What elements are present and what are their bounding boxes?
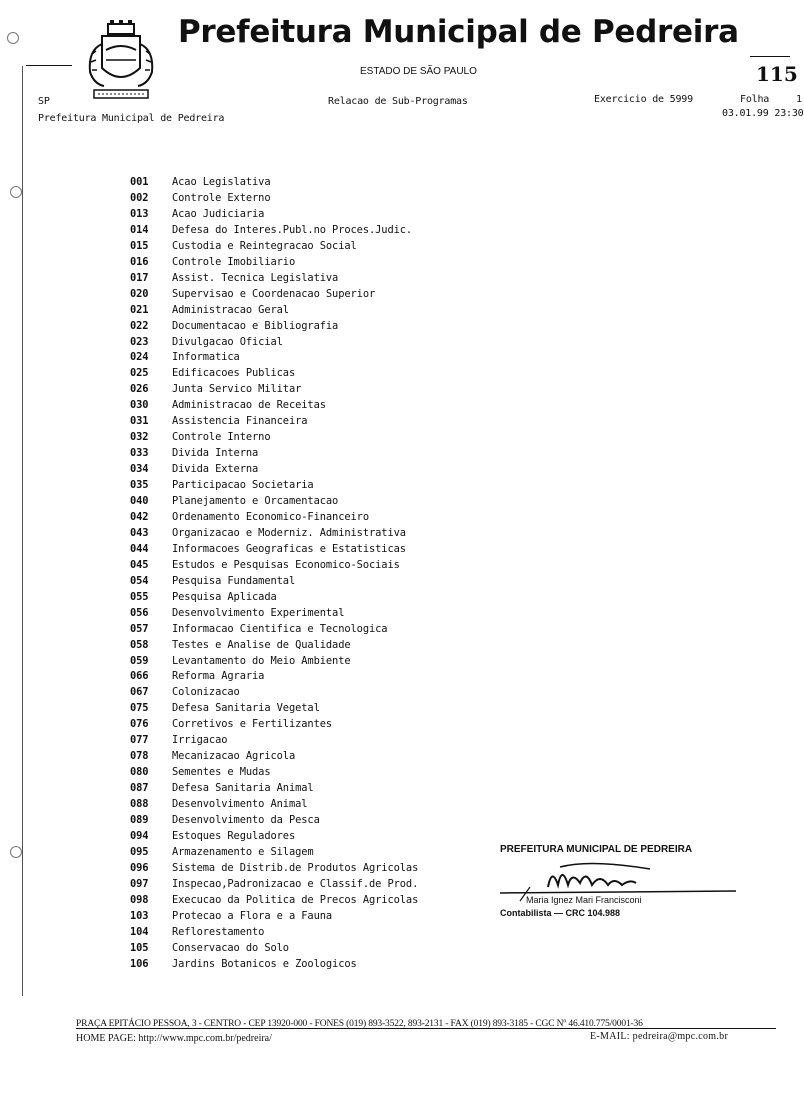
page-stamp: 115 [756,62,798,86]
subprogram-name: Acao Legislativa [172,176,271,188]
subprogram-name: Reforma Agraria [172,670,265,683]
subprogram-row [130,320,338,332]
subprogram-code: 077 [130,734,149,747]
subprogram-code: 015 [130,239,149,252]
subprogram-code: 058 [130,638,149,651]
subprogram-name: Informacao Cientifica e Tecnologica [172,622,388,635]
subprogram-row [130,655,351,667]
margin-line [22,66,23,996]
subprogram-name: Colonizacao [172,686,240,699]
subprogram-code: 002 [130,191,149,204]
punch-hole-middle [10,186,22,198]
subprogram-name: Organizacao e Moderniz. Administrativa [172,526,406,539]
subprogram-row [130,942,289,954]
subprogram-row [130,958,357,970]
subprogram-code: 054 [130,574,149,587]
signature-role: Contabilista — CRC 104.988 [500,908,621,918]
subprogram-code: 045 [130,558,149,571]
subprogram-name: Levantamento do Meio Ambiente [172,654,351,667]
subprogram-code: 030 [130,399,149,412]
subprogram-row [130,591,277,603]
subprogram-name: Conservacao do Solo [172,941,289,954]
subprogram-code: 056 [130,606,149,619]
letterhead-title: Prefeitura Municipal de Pedreira [178,14,739,50]
subprogram-row [130,415,307,427]
subprogram-row [130,304,289,316]
subprogram-code: 089 [130,814,149,826]
subprogram-row [130,782,314,794]
subprogram-code: 035 [130,479,149,492]
subprogram-name: Edificacoes Publicas [172,367,296,380]
subprogram-code: 031 [130,415,149,428]
report-org: Prefeitura Municipal de Pedreira [38,113,225,124]
subprogram-row [130,862,418,874]
subprogram-name: Controle Externo [172,191,271,204]
subprogram-name: Armazenamento e Silagem [172,845,314,858]
subprogram-code: 105 [130,941,149,954]
subprogram-code: 014 [130,223,149,236]
subprogram-code: 017 [130,271,149,284]
subprogram-name: Administracao de Receitas [172,399,326,412]
subprogram-name: Sistema de Distrib.de Produtos Agricolas [172,861,419,874]
subprogram-row [130,272,338,284]
subprogram-row [130,367,295,379]
subprogram-code: 096 [130,861,149,874]
subprogram-code: 059 [130,654,149,667]
report-exercise: Exercicio de 5999 [594,94,693,105]
subprogram-code: 098 [130,893,149,906]
subprogram-name: Desenvolvimento da Pesca [172,814,320,826]
subprogram-name: Defesa Sanitaria Animal [172,782,314,795]
subprogram-name: Acao Judiciaria [172,207,265,220]
subprogram-name: Mecanizacao Agricola [172,750,296,763]
subprogram-code: 021 [130,303,149,316]
subprogram-name: Planejamento e Orcamentacao [172,495,339,507]
subprogram-code: 055 [130,590,149,603]
subprogram-code: 066 [130,670,149,683]
subprogram-name: Estoques Reguladores [172,829,296,842]
subprogram-code: 067 [130,686,149,699]
subprogram-code: 040 [130,495,149,507]
subprogram-row [130,351,240,363]
subprogram-code: 016 [130,255,149,268]
subprogram-row [130,894,418,906]
subprogram-row [130,224,412,236]
subprogram-code: 088 [130,798,149,811]
subprogram-name: Assistencia Financeira [172,415,308,428]
report-left-code: SP [38,96,50,107]
subprogram-code: 034 [130,463,149,476]
footer-email: E-MAIL: pedreira@mpc.com.br [590,1031,729,1042]
subprogram-name: Participacao Societaria [172,479,314,492]
subprogram-row [130,176,271,188]
subprogram-row [130,814,320,826]
subprogram-code: 024 [130,351,149,364]
subprogram-code: 087 [130,782,149,795]
subprogram-row [130,288,375,300]
header-rule-left [26,65,72,66]
subprogram-name: Corretivos e Fertilizantes [172,718,333,731]
subprogram-name: Protecao a Flora e a Fauna [172,909,333,922]
subprogram-code: 025 [130,367,149,380]
subprogram-name: Sementes e Mudas [172,766,271,779]
subprogram-row [130,383,301,395]
subprogram-name: Junta Servico Militar [172,383,302,396]
subprogram-name: Estudos e Pesquisas Economico-Sociais [172,558,400,571]
punch-hole-top [7,32,19,44]
subprogram-code: 075 [130,702,149,715]
municipal-crest-icon [80,20,162,104]
subprogram-name: Execucao da Politica de Precos Agricolas [172,893,419,906]
subprogram-name: Assist. Tecnica Legislativa [172,271,339,284]
subprogram-row [130,607,344,619]
subprogram-row [130,511,369,523]
footer-address: PRAÇA EPITÁCIO PESSOA, 3 - CENTRO - CEP 13920-000 - FONES (019) 893-3522, 893-2131 - FAX (019) 893-3185 - CGC Nº 46.410.775/0001-36 [76,1019,643,1029]
subprogram-row [130,830,295,842]
subprogram-name: Inspecao,Padronizacao e Classif.de Prod. [172,877,419,890]
subprogram-row [130,702,320,714]
subprogram-name: Administracao Geral [172,303,289,316]
report-sheet-label: Folha [740,94,770,105]
subprogram-row [130,686,240,698]
subprogram-row [130,766,271,778]
subprogram-row [130,463,258,475]
subprogram-row [130,926,264,938]
subprogram-row [130,878,418,890]
subprogram-code: 022 [130,319,149,332]
report-datetime: 03.01.99 23:30 [722,108,804,119]
subprogram-name: Controle Interno [172,431,271,444]
subprogram-row [130,240,357,252]
subprogram-row [130,336,283,348]
subprogram-name: Irrigacao [172,734,228,747]
subprogram-row [130,846,314,858]
report-sheet-number: 1 [796,94,802,105]
punch-hole-bottom [10,846,22,858]
subprogram-row [130,559,400,571]
subprogram-name: Ordenamento Economico-Financeiro [172,510,369,523]
subprogram-row [130,479,314,491]
signature-block [500,844,740,924]
subprogram-code: 104 [130,925,149,938]
subprogram-row [130,192,271,204]
subprogram-name: Custodia e Reintegracao Social [172,239,357,252]
subprogram-row [130,256,295,268]
subprogram-code: 032 [130,431,149,444]
subprogram-name: Testes e Analise de Qualidade [172,638,351,651]
subprogram-code: 057 [130,622,149,635]
subprogram-name: Informacoes Geograficas e Estatisticas [172,542,406,555]
subprogram-row [130,639,351,651]
subprogram-name: Desenvolvimento Experimental [172,606,345,619]
subprogram-row [130,543,406,555]
subprogram-name: Defesa do Interes.Publ.no Proces.Judic. [172,223,413,236]
subprogram-row [130,718,332,730]
subprogram-name: Pesquisa Fundamental [172,574,296,587]
subprogram-row [130,910,332,922]
subprogram-name: Divida Externa [172,463,259,476]
subprogram-code: 106 [130,957,149,970]
subprogram-row [130,495,338,507]
signature-org: PREFEITURA MUNICIPAL DE PEDREIRA [500,844,693,855]
subprogram-row [130,750,295,762]
subprogram-code: 020 [130,287,149,300]
subprogram-name: Documentacao e Bibliografia [172,319,339,332]
signature-name: Maria Ignez Mari Francisconi [526,895,642,905]
subprogram-code: 001 [130,176,149,188]
letterhead-subtitle: ESTADO DE SÃO PAULO [360,66,477,77]
subprogram-name: Controle Imobiliario [172,255,296,268]
subprogram-row [130,575,295,587]
subprogram-code: 044 [130,542,149,555]
report-title: Relacao de Sub-Programas [328,96,468,107]
subprogram-code: 095 [130,845,149,858]
subprogram-code: 076 [130,718,149,731]
subprogram-code: 094 [130,829,149,842]
subprogram-code: 103 [130,909,149,922]
subprogram-name: Defesa Sanitaria Vegetal [172,702,320,715]
subprogram-row [130,734,227,746]
subprogram-row [130,447,258,459]
subprogram-code: 078 [130,750,149,763]
subprogram-row [130,208,264,220]
subprogram-code: 097 [130,877,149,890]
handwritten-signature [500,857,740,895]
subprogram-row [130,399,326,411]
subprogram-name: Desenvolvimento Animal [172,798,308,811]
subprogram-code: 026 [130,383,149,396]
header-rule-right [750,56,790,57]
subprogram-code: 080 [130,766,149,779]
subprogram-name: Pesquisa Aplicada [172,590,277,603]
subprogram-code: 033 [130,447,149,460]
footer-homepage: HOME PAGE: http://www.mpc.com.br/pedreira/ [76,1033,272,1044]
subprogram-row [130,431,271,443]
subprogram-row [130,623,387,635]
subprogram-code: 043 [130,526,149,539]
subprogram-row [130,670,264,682]
subprogram-name: Reflorestamento [172,925,265,938]
subprogram-code: 023 [130,335,149,348]
subprogram-row [130,527,406,539]
subprogram-row [130,798,307,810]
subprogram-code: 042 [130,510,149,523]
subprogram-name: Supervisao e Coordenacao Superior [172,287,376,300]
subprogram-code: 013 [130,207,149,220]
subprogram-name: Divulgacao Oficial [172,335,283,348]
subprogram-name: Jardins Botanicos e Zoologicos [172,957,357,970]
subprogram-name: Informatica [172,351,240,364]
subprogram-name: Divida Interna [172,447,259,460]
